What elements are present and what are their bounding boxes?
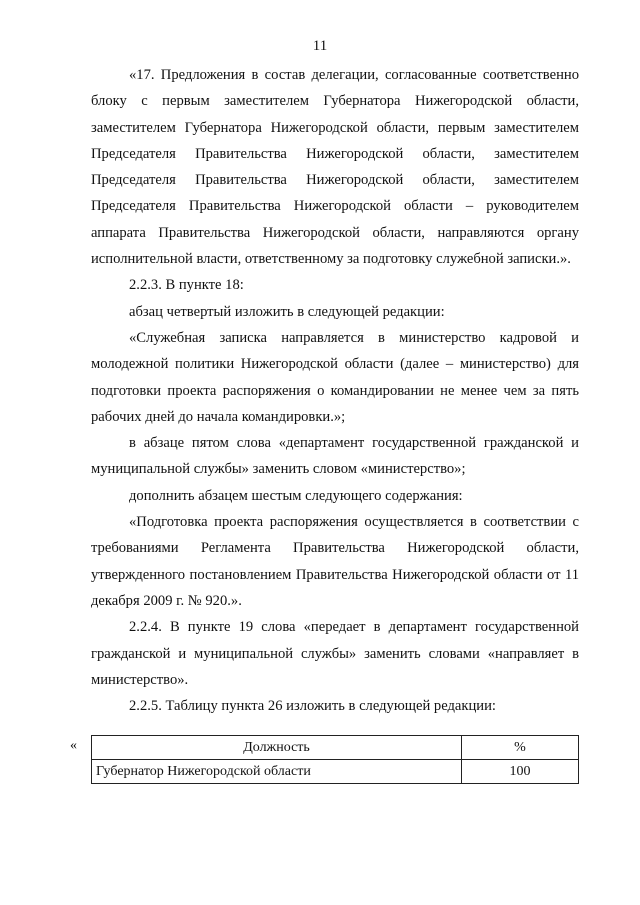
document-body — [91, 62, 579, 719]
page-number: 11 — [312, 38, 328, 54]
positions-table — [91, 735, 579, 784]
paragraph-fifth-abzac: в абзаце пятом слова «департамент государственной гражданской и муниципальной службы» заменить словом «министерство»; — [91, 435, 579, 478]
paragraph-sixth-abzac: дополнить абзацем шестым следующего содержания: — [129, 487, 463, 504]
table-open-quote: « — [70, 738, 77, 753]
paragraph-memo-quote: «Служебная записка направляется в министерство кадровой и молодежной политики Нижегородской области (далее – министерство) для подготовки проекта распоряжения о командировании не менее чем за пять рабочих дней до начала командировки.»; — [91, 329, 579, 425]
paragraph-2-2-5: 2.2.5. Таблицу пункта 26 изложить в следующей редакции: — [129, 698, 496, 715]
paragraph-fourth-abzac: абзац четвертый изложить в следующей редакции: — [129, 303, 445, 320]
paragraph-17-delegation: «17. Предложения в состав делегации, согласованные соответственно блоку с первым заместителем Губернатора Нижегородской области, заместителем Губернатора Нижегородской области, первым заместителем Председателя Правительства Нижегородской области, заместителем Председателя Правительства Нижегородской области, заместителем Председателя Правительства Нижегородской области – руководителем аппарата Правительства Нижегородской области, направляются органу исполнительной власти, ответственному за подготовку служебной записки.». — [91, 67, 579, 268]
paragraph-2-2-3: 2.2.3. В пункте 18: — [129, 277, 244, 294]
table-row — [92, 760, 579, 784]
table-header-percent: % — [462, 736, 579, 760]
paragraph-regulation-quote: «Подготовка проекта распоряжения осуществляется в соответствии с требованиями Регламента Правительства Нижегородской области, утвержденного постановлением Правительства Нижегородской области от 11 декабря 2009 г. № 920.». — [91, 514, 579, 609]
paragraph-2-2-4: 2.2.4. В пункте 19 слова «передает в департамент государственной гражданской и муниципальной службы» заменить словами «направляет в министерство». — [91, 619, 579, 688]
table-cell-percent: 100 — [462, 760, 579, 784]
table-header-row — [92, 736, 579, 760]
table-header-position: Должность — [92, 736, 462, 760]
table-cell-position: Губернатор Нижегородской области — [92, 760, 462, 784]
